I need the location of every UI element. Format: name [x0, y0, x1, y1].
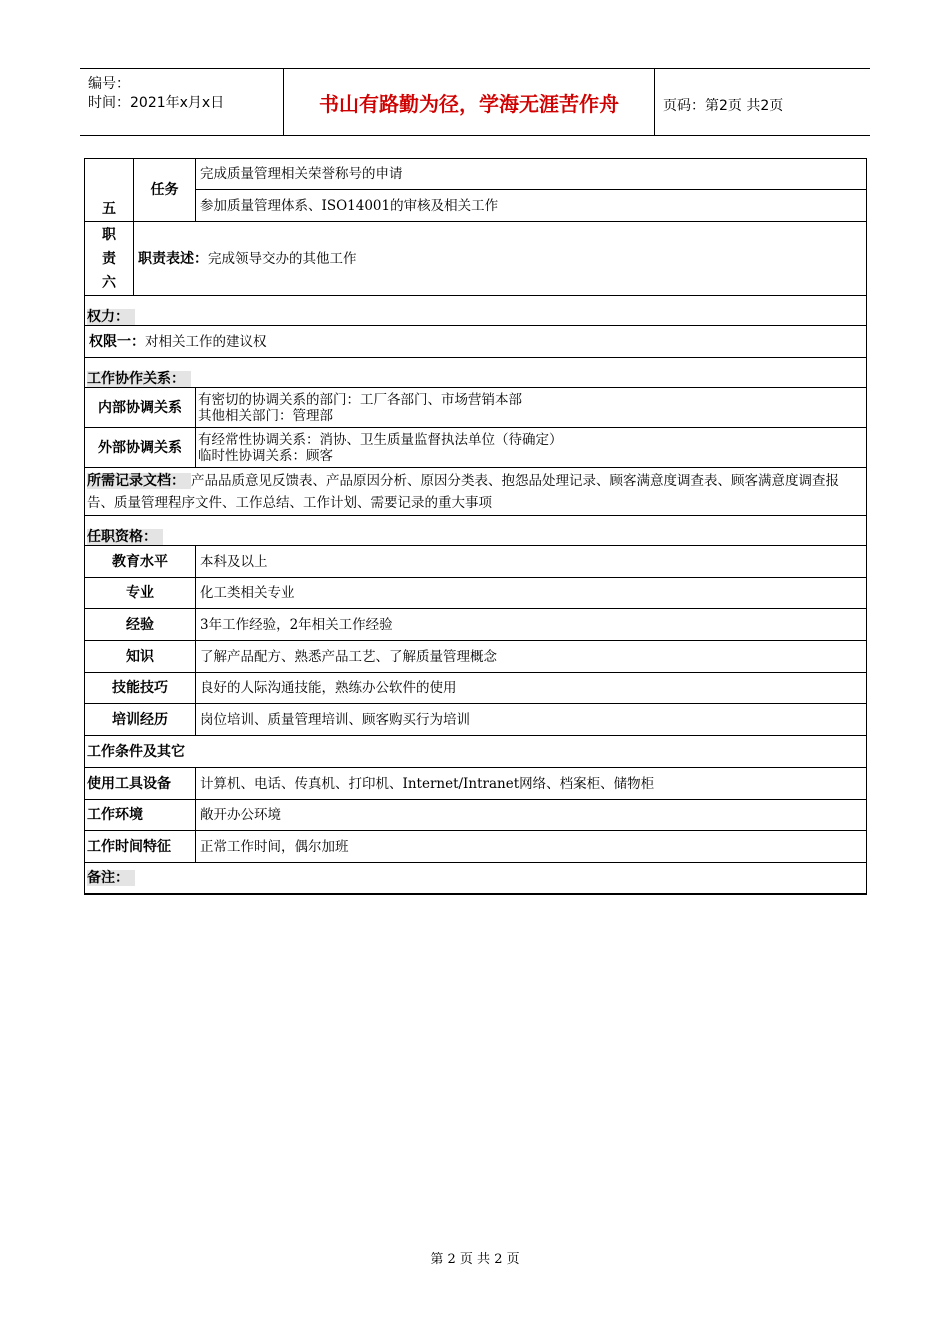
date-label: 时间：2021年x月x日: [88, 95, 225, 111]
qualification-row: [85, 704, 867, 736]
qualification-value: 良好的人际沟通技能，熟练办公软件的使用: [196, 673, 867, 704]
condition-value: 敞开办公环境: [196, 800, 867, 831]
records-text: 产品品质意见反馈表、产品原因分析、原因分类表、抱怨品处理记录、顾客满意度调查表、顾客满意度调查报告、质量管理程序文件、工作总结、工作计划、需要记录的重大事项: [87, 472, 839, 511]
condition-value: 正常工作时间，偶尔加班: [196, 831, 867, 863]
qualification-row: [85, 578, 867, 609]
relations-title: 工作协作关系：: [87, 371, 191, 387]
qualification-label: 知识: [85, 641, 196, 673]
number-label: 编号：: [88, 76, 130, 92]
condition-label: 工作环境: [85, 800, 196, 831]
duty5-task-2: 参加质量管理体系、ISO14001的审核及相关工作: [196, 190, 867, 222]
authority-item-cell: [85, 326, 867, 358]
condition-row: [85, 800, 867, 831]
authority-item-label: 权限一：: [89, 333, 145, 350]
conditions-title-row: [85, 736, 867, 768]
duty6-desc: 完成领导交办的其他工作: [208, 250, 357, 267]
internal-relations-cell: [196, 388, 867, 428]
duty6-desc-cell: [134, 222, 867, 296]
qualification-label: 教育水平: [85, 546, 196, 578]
qualification-row: [85, 673, 867, 704]
qualification-label: 专业: [85, 578, 196, 609]
relations-title-row: [85, 358, 867, 388]
qualification-label: 经验: [85, 609, 196, 641]
qualification-label: 技能技巧: [85, 673, 196, 704]
remarks-label: 备注：: [87, 870, 135, 886]
page-footer: 第 2 页 共 2 页: [430, 1252, 520, 1267]
duty5-task-1: 完成质量管理相关荣誉称号的申请: [196, 159, 867, 190]
qualification-label: 培训经历: [85, 704, 196, 736]
external-relations-cell: [196, 428, 867, 468]
internal-relation-2: 其他相关部门：管理部: [198, 407, 333, 424]
qualification-value: 岗位培训、质量管理培训、顾客购买行为培训: [196, 704, 867, 736]
page-header: [80, 68, 870, 136]
authority-item-row: [85, 326, 867, 358]
duty5-task-label: 任务: [134, 159, 196, 222]
qualification-value: 化工类相关专业: [196, 578, 867, 609]
external-relation-1: 有经常性协调关系：消协、卫生质量监督执法单位（待确定）: [198, 431, 563, 448]
internal-relations-row: [85, 388, 867, 428]
duty6-desc-label: 职责表述：: [138, 250, 208, 267]
condition-label: 工作时间特征: [85, 831, 196, 863]
duty5-row-1: [85, 159, 867, 190]
conditions-title: 工作条件及其它: [87, 743, 185, 760]
condition-value: 计算机、电话、传真机、打印机、Internet/Intranet网络、档案柜、储物柜: [196, 768, 867, 800]
external-relations-label: 外部协调关系: [85, 428, 196, 468]
condition-label: 使用工具设备: [85, 768, 196, 800]
duty5-row-2: [85, 190, 867, 222]
records-row: [85, 468, 867, 516]
records-cell: [85, 468, 867, 516]
remarks-row: [85, 863, 867, 894]
records-label: 所需记录文档：: [87, 473, 191, 489]
condition-row: [85, 768, 867, 800]
authority-item: 对相关工作的建议权: [145, 333, 267, 350]
job-description-table: [84, 158, 867, 895]
qualification-value: 3年工作经验，2年相关工作经验: [196, 609, 867, 641]
header-meta: [80, 69, 284, 135]
internal-relation-1: 有密切的协调关系的部门：工厂各部门、市场营销本部: [198, 391, 522, 408]
qualification-row: [85, 641, 867, 673]
external-relations-row: [85, 428, 867, 468]
duty5-number: 五: [85, 159, 134, 222]
authority-title-row: [85, 296, 867, 326]
external-relation-2: 临时性协调关系：顾客: [198, 447, 333, 464]
condition-row: [85, 831, 867, 863]
duty6-label: 职责六: [85, 222, 134, 296]
qualification-value: 了解产品配方、熟悉产品工艺、了解质量管理概念: [196, 641, 867, 673]
qualification-row: [85, 546, 867, 578]
duty6-row: [85, 222, 867, 296]
qualifications-title: 任职资格：: [87, 529, 163, 545]
qualifications-title-row: [85, 516, 867, 546]
qualification-row: [85, 609, 867, 641]
header-motto: 书山有路勤为径，学海无涯苦作舟: [284, 69, 655, 135]
qualification-value: 本科及以上: [196, 546, 867, 578]
authority-title: 权力：: [87, 309, 135, 325]
page-indicator: 页码：第2页 共2页: [663, 98, 784, 114]
internal-relations-label: 内部协调关系: [85, 388, 196, 428]
